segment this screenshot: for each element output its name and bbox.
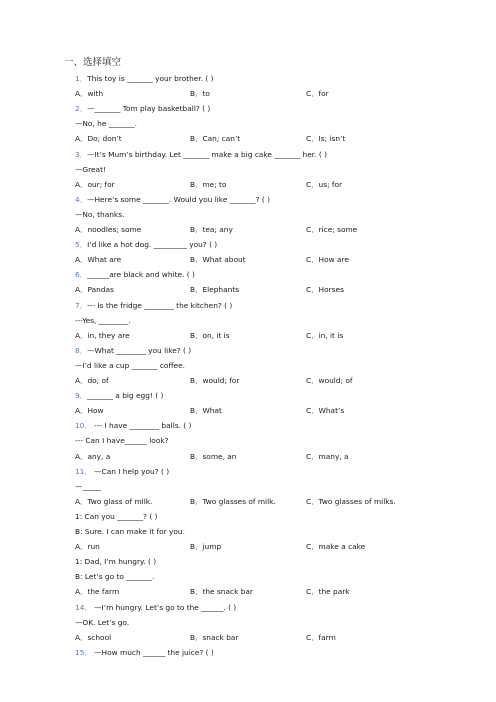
question-text: —It’s Mum’s birthday. Let _______ make a big cake _______ her. ( )	[87, 149, 327, 159]
question-line	[75, 603, 236, 613]
answer-line: —No, he _______.	[75, 119, 137, 129]
question-line	[75, 346, 191, 356]
question-number: 1．	[75, 74, 88, 83]
option-b: B．snack bar	[190, 632, 239, 642]
option-b: B．the snack bar	[190, 587, 253, 597]
option-a: A．any, a	[75, 451, 111, 461]
question-line	[75, 104, 210, 114]
option-a: A．Pandas	[75, 285, 114, 295]
option-a: A．with	[75, 89, 104, 99]
question-number: 3．	[75, 149, 88, 159]
question-number: 14．	[75, 602, 92, 612]
question-line	[75, 421, 191, 431]
question-line	[75, 648, 214, 658]
answer-line: —I’d like a cup _______ coffee.	[75, 360, 185, 370]
option-a: A．Two glass of milk.	[75, 496, 153, 506]
option-c: C．the park	[306, 587, 350, 597]
answer-line: --- Can I have______ look?	[75, 436, 169, 446]
question-text: --- Is the fridge ________ the kitchen? ( )	[87, 300, 233, 310]
answer-line: —OK. Let’s go.	[75, 617, 130, 627]
option-b: B．me; to	[190, 179, 227, 189]
question-number: 7．	[75, 300, 88, 310]
question-line	[75, 301, 232, 311]
question-line	[75, 240, 217, 250]
option-c: C．rice; some	[306, 225, 358, 234]
answer-line: ---Yes, ________.	[75, 315, 131, 325]
option-c: C．Horses	[306, 285, 344, 295]
question-text: _______ a big egg! ( )	[87, 391, 164, 401]
option-c: C．Is; isn’t	[306, 134, 346, 144]
question-line	[75, 195, 270, 205]
question-text: —Here’s some _______. Would you like _______? ( )	[87, 194, 270, 204]
option-a: A．in, they are	[75, 330, 130, 340]
option-c: C．in, it is	[306, 330, 344, 340]
answer-line: 1: Dad, I’m hungry. ( )	[75, 557, 157, 567]
question-number: 4．	[75, 194, 88, 204]
answer-line: B: Let’s go to _______.	[75, 572, 155, 582]
answer-line: —Great!	[75, 164, 106, 174]
question-text: I’d like a hot dog. _________ you? ( )	[87, 240, 218, 250]
option-b: B．on, it is	[190, 330, 230, 340]
answer-line: —_____	[75, 481, 101, 491]
question-number: 2．	[75, 104, 88, 114]
option-b: B．to	[190, 89, 210, 99]
option-b: B．some, an	[190, 451, 237, 461]
question-number: 15．	[75, 647, 92, 657]
option-c: C．would; of	[306, 376, 353, 385]
option-a: A．run	[75, 542, 100, 552]
option-b: B．jump	[190, 542, 222, 552]
option-c: C．Two glasses of milks.	[306, 496, 396, 506]
option-b: B．Two glasses of milk.	[190, 496, 276, 506]
option-b: B．would; for	[190, 376, 240, 385]
option-b: B．What	[190, 406, 222, 416]
question-number: 6．	[75, 270, 88, 280]
question-number: 11．	[75, 466, 92, 476]
question-line	[75, 74, 214, 84]
option-b: B．Can; can’t	[190, 134, 241, 144]
question-line	[75, 150, 327, 160]
question-line	[75, 391, 163, 401]
answer-line: —No, thanks.	[75, 209, 125, 219]
question-text: —How much ______ the juice? ( )	[91, 647, 214, 657]
option-c: C．many, a	[306, 451, 349, 461]
question-text: —What ________ you like? ( )	[87, 345, 192, 355]
answer-line: 1: Can you _______? ( )	[75, 511, 158, 521]
option-c: C．for	[306, 89, 329, 99]
option-a: A．do; of	[75, 376, 109, 385]
option-a: A．the farm	[75, 587, 120, 597]
section-title: 一、选择填空	[64, 57, 122, 68]
option-c: C．What’s	[306, 406, 345, 416]
option-a: A．our; for	[75, 179, 115, 189]
option-b: B．What about	[190, 255, 246, 265]
option-a: A．What are	[75, 255, 122, 265]
option-c: C．How are	[306, 255, 349, 265]
option-c: C．make a cake	[306, 542, 366, 552]
question-text: --- I have ________ balls. ( )	[91, 421, 192, 431]
option-a: A．noodles; some	[75, 225, 142, 234]
question-text: —_______ Tom play basketball? ( )	[87, 104, 211, 114]
option-a: A．Do; don’t	[75, 134, 122, 144]
answer-line: B: Sure. I can make it for you.	[75, 527, 185, 536]
option-a: A．school	[75, 632, 112, 642]
question-text: —Can I help you? ( )	[91, 466, 170, 476]
question-number: 10．	[75, 421, 92, 431]
option-b: B．tea; any	[190, 225, 233, 234]
option-c: C．farm	[306, 632, 336, 642]
question-text: This toy is _______ your brother. ( )	[87, 74, 214, 83]
question-text: —I’m hungry. Let’s go to the ______. ( )	[91, 602, 237, 612]
question-text: ______are black and white. ( )	[87, 270, 195, 280]
question-line	[75, 467, 169, 477]
question-number: 9．	[75, 391, 88, 401]
question-number: 5．	[75, 240, 88, 250]
option-a: A．How	[75, 406, 104, 416]
question-number: 8．	[75, 345, 88, 355]
option-c: C．us; for	[306, 179, 343, 189]
question-line	[75, 270, 195, 280]
option-b: B．Elephants	[190, 285, 240, 295]
